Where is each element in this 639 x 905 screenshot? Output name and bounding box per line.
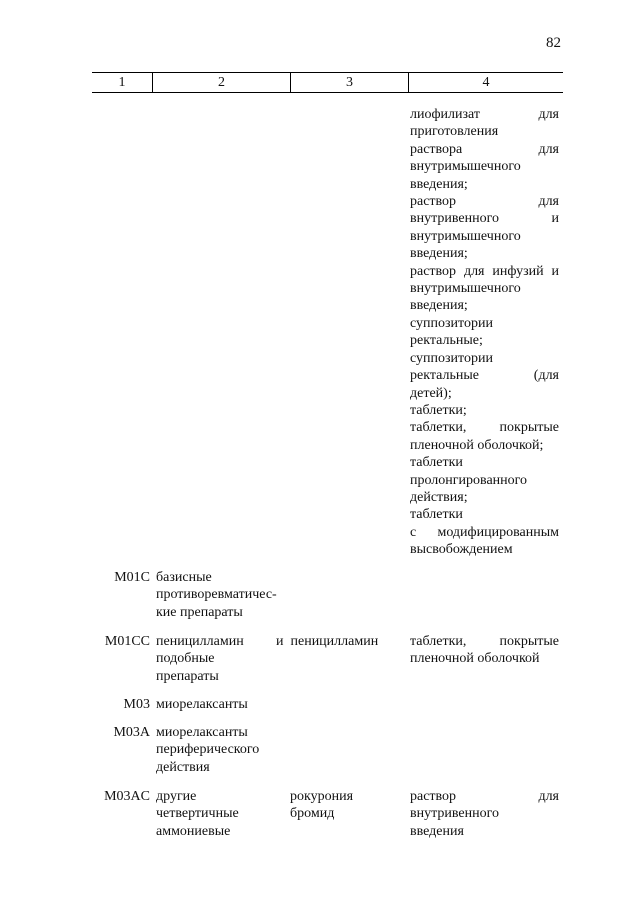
header-col-1: 1	[92, 73, 153, 92]
form-line: суппозитории	[410, 315, 493, 331]
drug-line: рокурония	[290, 789, 354, 804]
header-col-4: 4	[482, 74, 490, 90]
group-line: базисные	[156, 570, 212, 585]
drug-name	[290, 788, 410, 823]
form-line: введения;	[410, 176, 468, 192]
atc-code: M01C	[114, 570, 150, 585]
form-line: внутримышечного	[410, 159, 521, 175]
header-col-3: 3	[291, 73, 409, 92]
pharmacological-group	[156, 788, 291, 840]
atc-code: M03A	[113, 725, 150, 740]
group-line: кие препараты	[156, 604, 243, 620]
form-line: таблетки;	[410, 402, 467, 418]
group-line: аммониевые	[156, 823, 231, 839]
form-line: внутривенного и	[410, 211, 559, 227]
form-line: с модифицированным	[410, 524, 559, 540]
form-line: суппозитории	[410, 350, 493, 366]
form-line: раствор для инфузий и	[410, 263, 559, 279]
form-line: таблетки	[410, 455, 463, 471]
pharmacological-group	[156, 724, 291, 776]
form-line: пленочной оболочкой;	[410, 437, 544, 453]
atc-code: M03AC	[104, 789, 150, 804]
atc-code: M01CC	[104, 634, 150, 649]
form-line: введения	[410, 823, 464, 839]
group-line: четвертичные	[156, 806, 239, 822]
form-line: введения;	[410, 298, 468, 314]
group-line: противоревматичес-	[156, 587, 277, 603]
form-line: пролонгированного	[410, 472, 528, 488]
header-col-2: 2	[153, 73, 291, 92]
form-line: ректальные (для	[410, 368, 559, 384]
group-line: действия	[156, 759, 210, 775]
pharmacological-group	[156, 569, 291, 621]
pharmacological-group	[156, 696, 291, 713]
form-line: введения;	[410, 246, 468, 262]
drug-line: бромид	[290, 806, 335, 822]
group-line: миорелаксанты	[156, 725, 248, 740]
form-line: действия;	[410, 489, 468, 505]
form-line: ректальные;	[410, 333, 483, 349]
form-line: таблетки, покрытые	[410, 634, 559, 649]
form-line: таблетки	[410, 507, 463, 523]
form-line: приготовления	[410, 124, 499, 140]
form-line: внутримышечного	[410, 228, 521, 244]
form-line: пленочной оболочкой	[410, 651, 540, 667]
dosage-form	[410, 633, 559, 668]
drug-name	[276, 633, 396, 650]
form-line: лиофилизат для	[410, 107, 559, 122]
dosage-form	[410, 788, 559, 840]
drug-line: и пеницилламин	[276, 634, 379, 649]
page-number: 82	[546, 35, 561, 51]
form-line: раствор для	[410, 789, 559, 804]
group-line: пеницилламин	[156, 634, 244, 649]
group-line: миорелаксанты	[156, 697, 248, 712]
form-line: высвобождением	[410, 542, 513, 558]
table-header	[92, 72, 563, 93]
group-line: препараты	[156, 668, 219, 684]
form-line: внутривенного	[410, 806, 500, 822]
continued-dosage-forms	[410, 106, 559, 559]
group-line: другие	[156, 789, 197, 804]
group-line: периферического	[156, 742, 260, 758]
group-line: подобные	[156, 651, 215, 667]
form-line: раствора для	[410, 141, 559, 157]
form-line: детей);	[410, 385, 452, 401]
atc-code: M03	[123, 697, 150, 712]
form-line: раствор для	[410, 194, 559, 210]
pharmacological-group	[156, 633, 291, 685]
form-line: внутримышечного	[410, 281, 521, 297]
form-line: таблетки, покрытые	[410, 420, 559, 436]
